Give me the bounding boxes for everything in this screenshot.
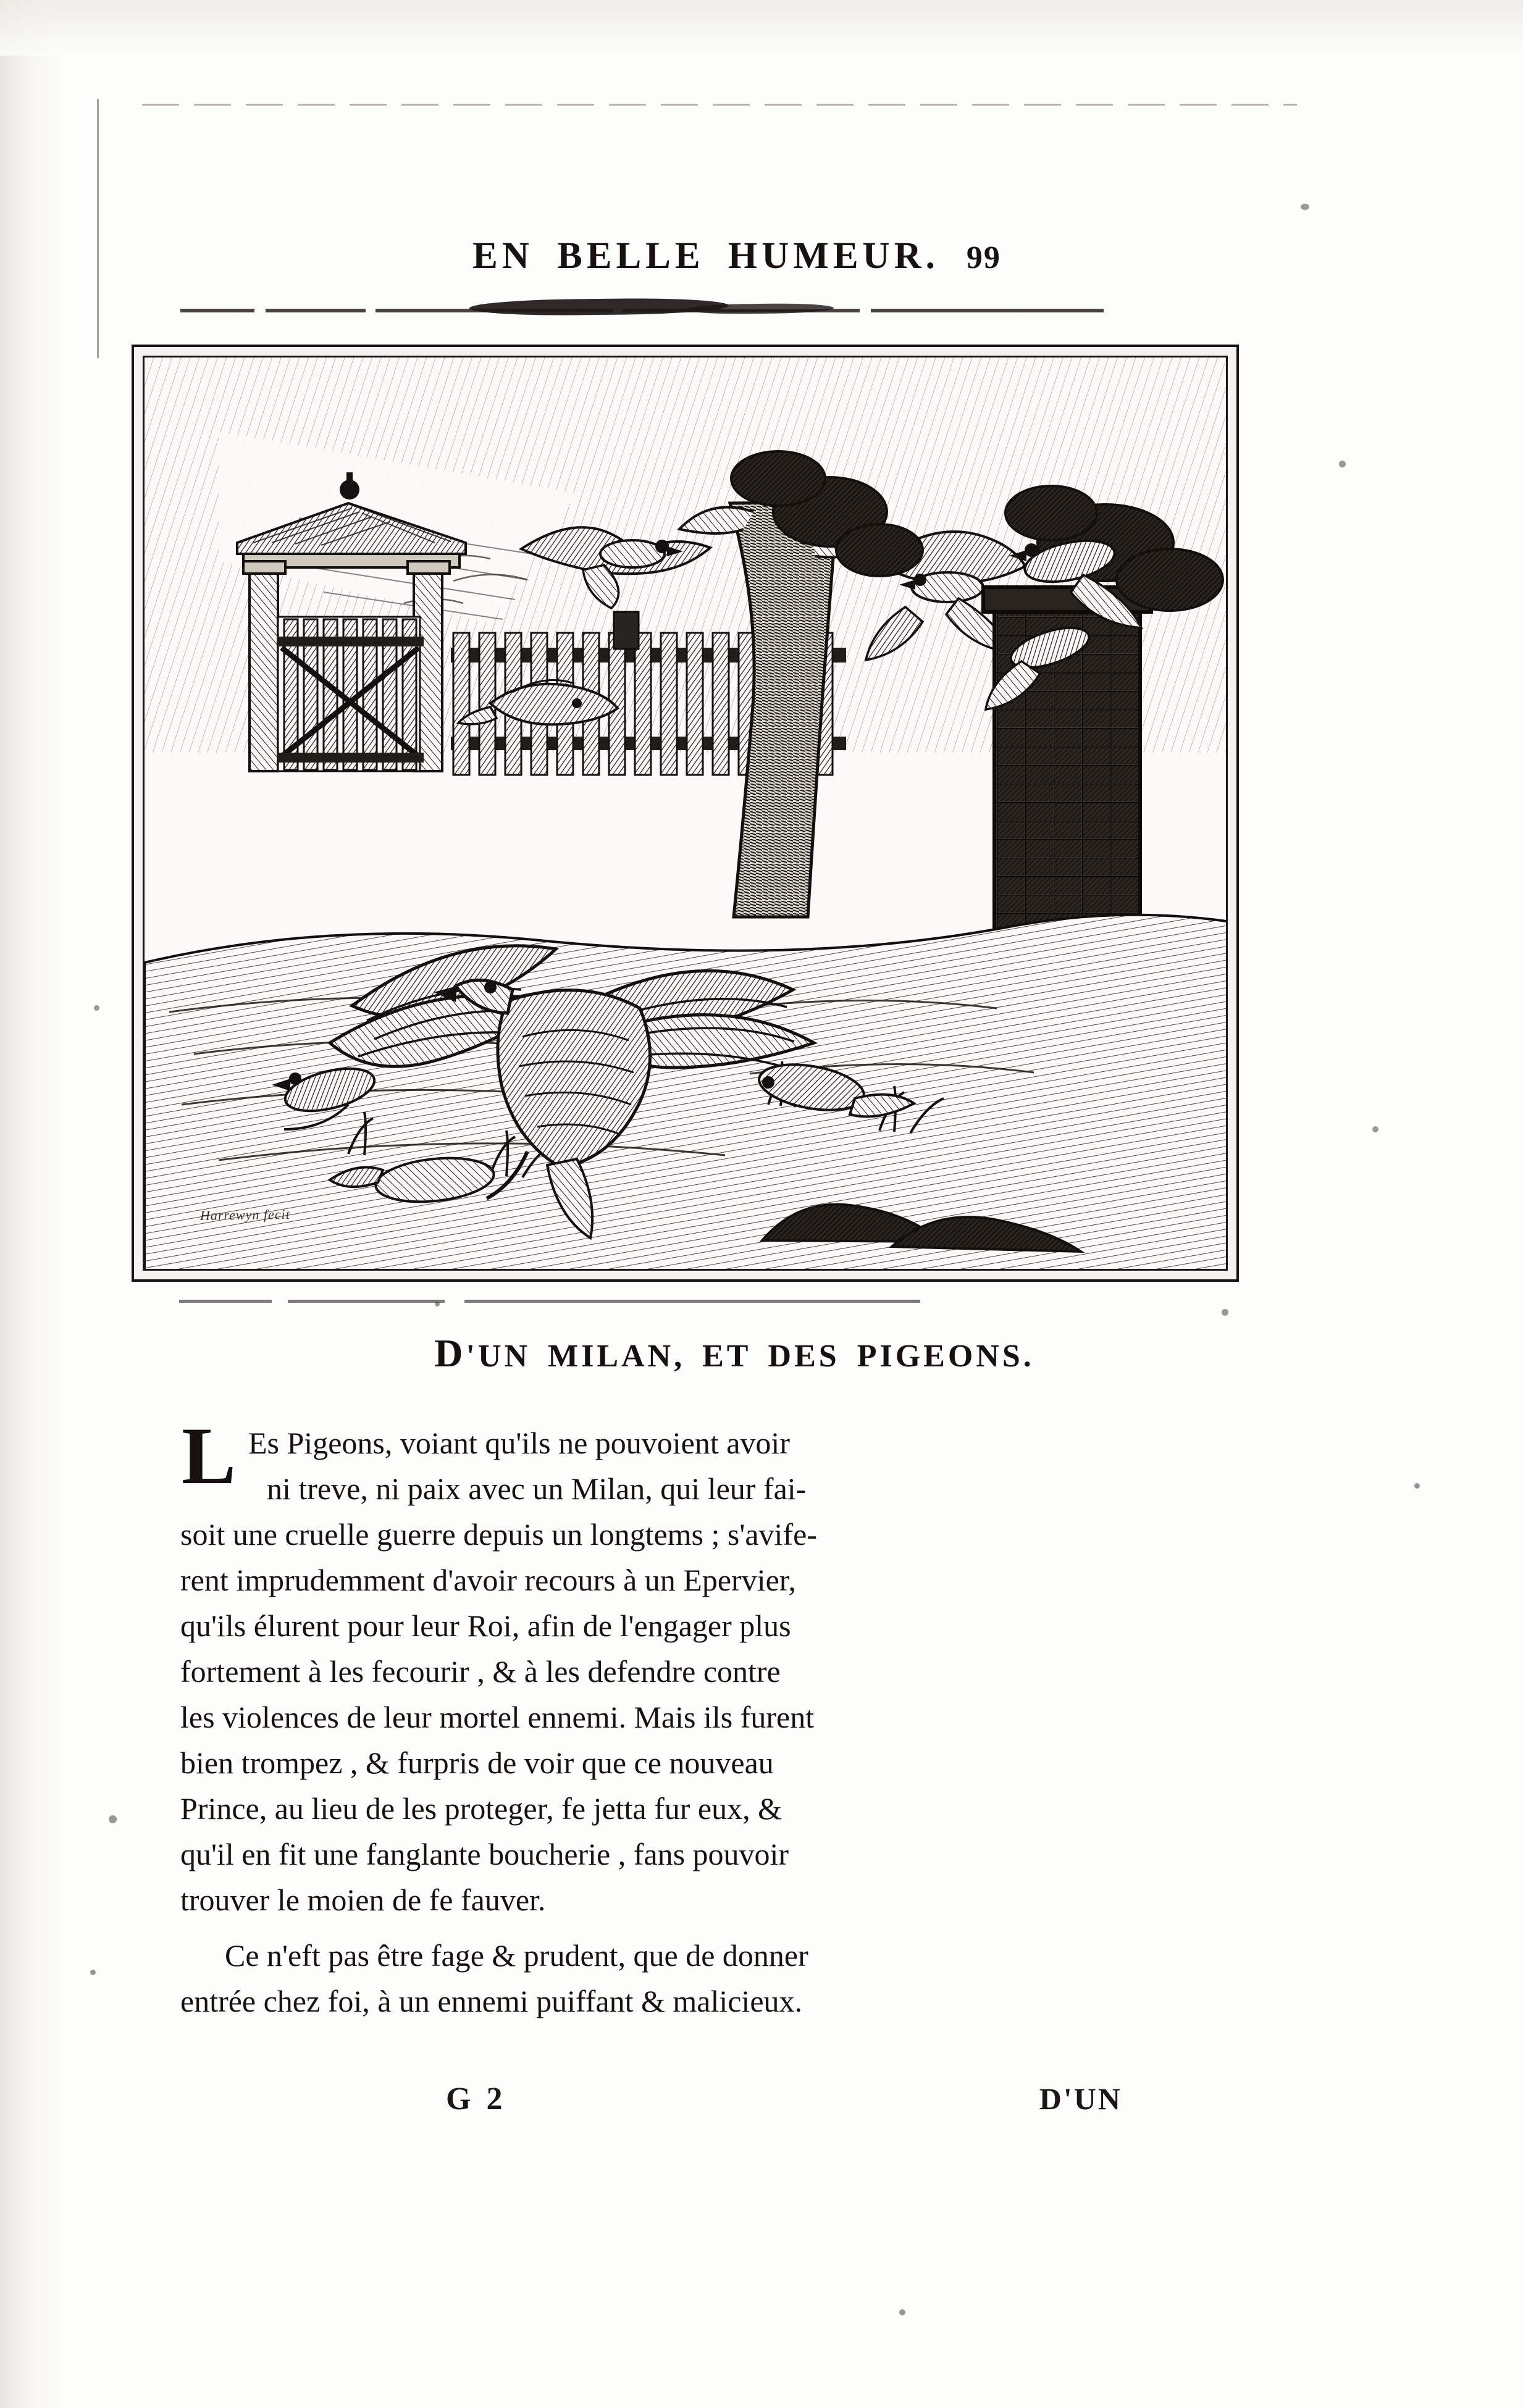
body-line: qu'ils élurent pour leur Roi, afin de l'engager plus [180, 1608, 791, 1643]
paper-speck [435, 1302, 440, 1306]
body-line: Prince, au lieu de les proteger, fe jetta fur eux, & [180, 1791, 782, 1826]
illustration-frame [143, 356, 1228, 1271]
paper-speck [1414, 1483, 1420, 1489]
illustration-plate [132, 345, 1239, 1282]
body-line: qu'il en fit une fanglante boucherie , fans pouvoir [180, 1837, 789, 1871]
body-line: Ce n'eft pas être fage & prudent, que de donner [225, 1938, 808, 1973]
body-line: ni treve, ni paix avec un Milan, qui leur fai- [267, 1471, 807, 1506]
page-footline [180, 2081, 1141, 2117]
body-line: Es Pigeons, voiant qu'ils ne pouvoient avoir [248, 1426, 790, 1460]
scan-edge-shadow [0, 0, 68, 2408]
paper-speck [94, 1005, 99, 1011]
engraving-artwork [145, 357, 1228, 1271]
plate-bottom-rule [179, 1300, 920, 1303]
engraver-signature: Harrewyn fecit [199, 1206, 290, 1224]
scan-edge-shadow-top [0, 0, 1523, 56]
head-ornament-blot [469, 298, 729, 316]
paper-speck [1222, 1309, 1228, 1316]
catchword: D'UN [1039, 2081, 1122, 2116]
body-line: rent imprudemment d'avoir recours à un Epervier, [180, 1563, 796, 1597]
body-line: soit une cruelle guerre depuis un longtems ; s'avife- [180, 1517, 817, 1552]
body-line: les violences de leur mortel ennemi. Mais ils furent [180, 1700, 815, 1734]
paper-speck [1301, 204, 1309, 210]
paper-speck [109, 1815, 117, 1823]
page-frame-rule-top [142, 104, 1297, 106]
running-head [0, 235, 1523, 278]
paragraph-moral [180, 1933, 1141, 2024]
fable-body [180, 1410, 1141, 2024]
fable-title [0, 1331, 1523, 1376]
paper-speck [899, 2309, 905, 2315]
paragraph-first [180, 1410, 1141, 1923]
paper-speck [1372, 1126, 1378, 1132]
body-line: bien trompez , & furpris de voir que ce nouveau [180, 1745, 774, 1780]
paper-speck [1339, 461, 1346, 467]
body-line: entrée chez foi, à un ennemi puiffant & malicieux. [180, 1984, 803, 2018]
page-number: 99 [966, 240, 1001, 275]
fable-title-text: 'UN MILAN, ET DES PIGEONS. [466, 1339, 1034, 1374]
fable-title-capital: D [434, 1331, 466, 1375]
page-frame-rule-vertical [97, 99, 99, 358]
running-head-title: EN BELLE HUMEUR. [472, 235, 939, 277]
drop-capital: L [182, 1410, 237, 1501]
signature-mark: G 2 [446, 2081, 506, 2117]
body-line: trouver le moien de fe fauver. [180, 1883, 546, 1917]
body-line: fortement à les fecourir , & à les defendre contre [180, 1654, 781, 1689]
paper-speck [90, 1970, 96, 1975]
